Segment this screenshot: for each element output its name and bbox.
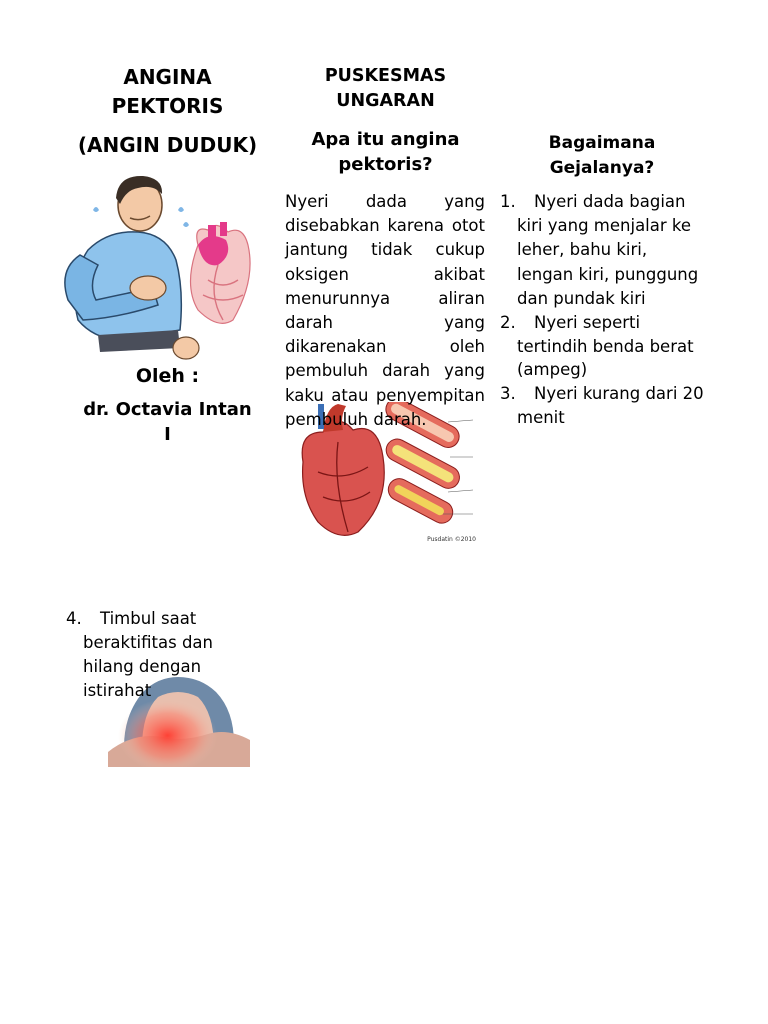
author-label: Oleh :	[135, 365, 200, 387]
symptom-item-2-text: Nyeri seperti tertindih benda berat (ampeg)	[517, 313, 694, 380]
organization-name	[278, 64, 493, 114]
author-name-line-1: dr. Octavia Intan	[83, 399, 252, 420]
symptom-item-3-text: Nyeri kurang dari 20 menit	[517, 383, 704, 427]
symptom-item-4-text: Timbul saat beraktifitas dan hilang dengan istirahat	[83, 609, 213, 700]
symptom-item-1	[500, 190, 705, 311]
man-chest-pain-illustration	[58, 170, 263, 365]
symptom-item-3-number: 3.	[500, 383, 516, 403]
symptoms-heading	[497, 131, 707, 181]
title-line-2: PEKTORIS	[111, 94, 224, 118]
definition-heading	[278, 127, 493, 177]
symptom-item-4-number: 4.	[66, 609, 82, 628]
page-title	[60, 63, 275, 121]
symptoms-heading-line-1: Bagaimana	[548, 133, 656, 153]
symptoms-heading-line-2: Gejalanya?	[549, 158, 655, 178]
image-caption: Pusdatin ©2010	[427, 536, 476, 543]
symptom-item-2-number: 2.	[500, 313, 516, 333]
title-line-1: ANGINA	[123, 65, 212, 89]
definition-heading-line-2: pektoris?	[338, 154, 433, 175]
definition-text: Nyeri dada yang disebabkan karena otot jantung tidak cukup oksigen akibat menurunnya aliran darah yang dikarenakan oleh pembuluh darah yang kaku atau penyempitan pembuluh darah.	[285, 192, 485, 429]
symptoms-list	[500, 190, 705, 430]
author-name-line-2: I	[164, 424, 171, 445]
symptom-item-3	[500, 382, 705, 430]
page-subtitle: (ANGIN DUDUK)	[77, 133, 258, 157]
organization-line-2: UNGARAN	[336, 91, 435, 111]
definition-heading-line-1: Apa itu angina	[311, 129, 460, 150]
symptom-item-4	[66, 607, 241, 703]
author-name	[55, 397, 280, 447]
symptom-item-1-text: Nyeri dada bagian kiri yang menjalar ke leher, bahu kiri, lengan kiri, punggung dan pundak kiri	[517, 192, 699, 308]
symptom-item-2	[500, 311, 705, 382]
organization-line-1: PUSKESMAS	[324, 66, 447, 86]
symptom-item-1-number: 1.	[500, 192, 516, 211]
